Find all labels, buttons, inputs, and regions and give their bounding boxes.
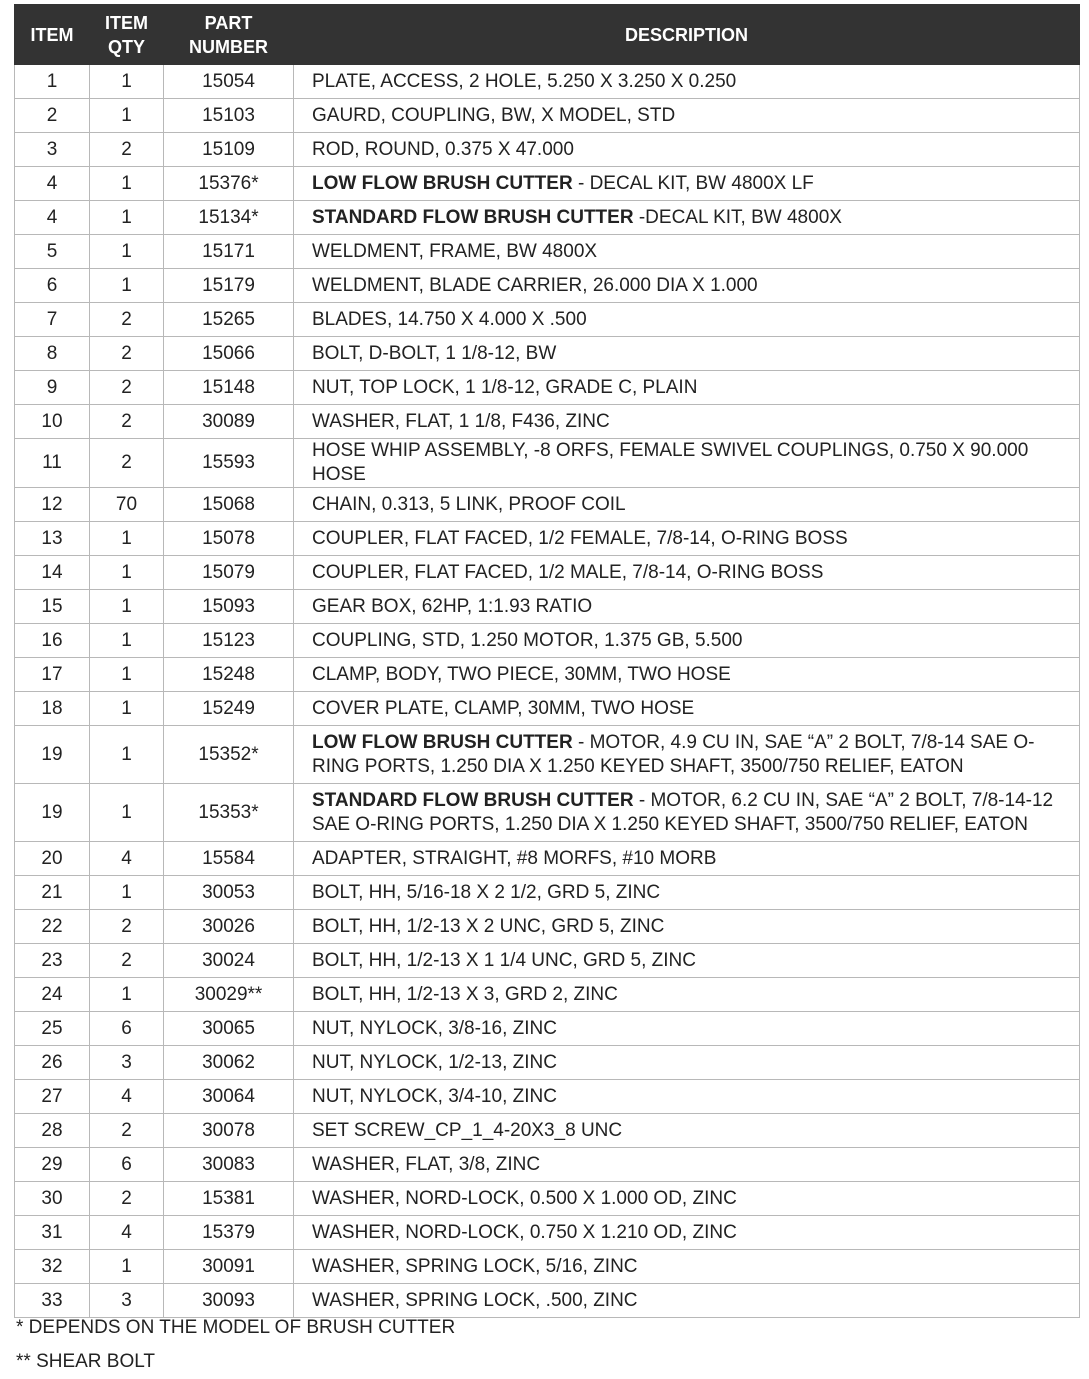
part-number-cell: 15179	[164, 269, 294, 303]
qty-cell: 2	[90, 910, 164, 944]
qty-cell: 3	[90, 1046, 164, 1080]
part-number-cell: 30064	[164, 1080, 294, 1114]
part-number-cell: 15352*	[164, 726, 294, 784]
table-row	[15, 876, 1080, 910]
part-number-cell: 30083	[164, 1148, 294, 1182]
parts-table	[14, 4, 1080, 1318]
part-number-cell: 15593	[164, 439, 294, 488]
table-row	[15, 1182, 1080, 1216]
item-cell: 29	[15, 1148, 90, 1182]
part-number-cell: 15379	[164, 1216, 294, 1250]
table-row	[15, 1012, 1080, 1046]
table-row	[15, 910, 1080, 944]
item-cell: 17	[15, 658, 90, 692]
qty-cell: 1	[90, 522, 164, 556]
description-cell	[294, 1148, 1080, 1182]
description-cell	[294, 784, 1080, 842]
description-cell	[294, 337, 1080, 371]
description-text: WELDMENT, BLADE CARRIER, 26.000 DIA X 1.000	[312, 274, 758, 296]
item-cell: 33	[15, 1284, 90, 1318]
description-cell	[294, 201, 1080, 235]
description-cell	[294, 842, 1080, 876]
qty-cell: 1	[90, 726, 164, 784]
qty-cell: 1	[90, 624, 164, 658]
qty-cell: 1	[90, 658, 164, 692]
description-text: CHAIN, 0.313, 5 LINK, PROOF COIL	[312, 493, 626, 515]
item-cell: 18	[15, 692, 90, 726]
part-number-cell: 30026	[164, 910, 294, 944]
footnotes	[16, 1311, 455, 1379]
part-number-cell: 30093	[164, 1284, 294, 1318]
qty-cell: 1	[90, 1250, 164, 1284]
qty-cell: 2	[90, 1114, 164, 1148]
description-text: SET SCREW_CP_1_4-20X3_8 UNC	[312, 1119, 623, 1141]
description-cell	[294, 522, 1080, 556]
item-cell: 8	[15, 337, 90, 371]
item-cell: 32	[15, 1250, 90, 1284]
qty-cell: 4	[90, 1216, 164, 1250]
part-number-cell: 30024	[164, 944, 294, 978]
qty-cell: 1	[90, 556, 164, 590]
table-row	[15, 1080, 1080, 1114]
qty-cell: 3	[90, 1284, 164, 1318]
part-number-cell: 15066	[164, 337, 294, 371]
item-cell: 19	[15, 726, 90, 784]
description-cell	[294, 371, 1080, 405]
description-text: BOLT, HH, 1/2-13 X 2 UNC, GRD 5, ZINC	[312, 915, 665, 937]
description-text: GAURD, COUPLING, BW, X MODEL, STD	[312, 104, 676, 126]
description-cell	[294, 624, 1080, 658]
table-row	[15, 658, 1080, 692]
part-number-cell: 15134*	[164, 201, 294, 235]
qty-cell: 1	[90, 99, 164, 133]
qty-cell: 1	[90, 978, 164, 1012]
part-number-cell: 15353*	[164, 784, 294, 842]
description-text: HOSE WHIP ASSEMBLY, -8 ORFS, FEMALE SWIVEL COUPLINGS, 0.750 X 90.000 HOSE	[312, 440, 1029, 485]
item-cell: 21	[15, 876, 90, 910]
table-row	[15, 1148, 1080, 1182]
qty-cell: 1	[90, 876, 164, 910]
part-number-cell: 15109	[164, 133, 294, 167]
description-text: NUT, NYLOCK, 3/4-10, ZINC	[312, 1085, 557, 1107]
table-row	[15, 439, 1080, 488]
description-cell	[294, 405, 1080, 439]
item-cell: 19	[15, 784, 90, 842]
item-cell: 4	[15, 201, 90, 235]
qty-cell: 4	[90, 1080, 164, 1114]
header-part-number: PART NUMBER	[164, 5, 294, 65]
description-cell	[294, 133, 1080, 167]
table-body	[15, 65, 1080, 1318]
qty-cell: 1	[90, 784, 164, 842]
item-cell: 9	[15, 371, 90, 405]
footnote-double-asterisk: ** SHEAR BOLT	[16, 1351, 156, 1372]
description-text: PLATE, ACCESS, 2 HOLE, 5.250 X 3.250 X 0.250	[312, 70, 737, 92]
item-cell: 11	[15, 439, 90, 488]
table-row	[15, 978, 1080, 1012]
description-text: BOLT, HH, 5/16-18 X 2 1/2, GRD 5, ZINC	[312, 881, 661, 903]
description-cell	[294, 556, 1080, 590]
part-number-cell: 30065	[164, 1012, 294, 1046]
description-cell	[294, 1182, 1080, 1216]
table-row	[15, 522, 1080, 556]
qty-cell: 2	[90, 303, 164, 337]
description-cell	[294, 1046, 1080, 1080]
item-cell: 16	[15, 624, 90, 658]
description-text: - MOTOR, 4.9 CU IN, SAE “A” 2 BOLT, 7/8-14 SAE O-RING PORTS, 1.250 DIA X 1.250 KEYED SHAFT, 3500/750 RELIEF, EATON	[312, 731, 1035, 777]
item-cell: 10	[15, 405, 90, 439]
header-item: ITEM	[15, 5, 90, 65]
header-description: DESCRIPTION	[294, 5, 1080, 65]
description-cell	[294, 303, 1080, 337]
description-cell	[294, 726, 1080, 784]
description-text: GEAR BOX, 62HP, 1:1.93 RATIO	[312, 595, 593, 617]
part-number-cell: 15054	[164, 65, 294, 99]
description-cell	[294, 65, 1080, 99]
item-cell: 2	[15, 99, 90, 133]
qty-cell: 2	[90, 944, 164, 978]
table-row	[15, 269, 1080, 303]
item-cell: 26	[15, 1046, 90, 1080]
item-cell: 31	[15, 1216, 90, 1250]
table-row	[15, 1250, 1080, 1284]
description-cell	[294, 1080, 1080, 1114]
qty-cell: 2	[90, 133, 164, 167]
table-row	[15, 201, 1080, 235]
table-row	[15, 303, 1080, 337]
item-cell: 5	[15, 235, 90, 269]
qty-cell: 6	[90, 1012, 164, 1046]
description-text: - MOTOR, 6.2 CU IN, SAE “A” 2 BOLT, 7/8-14-12 SAE O-RING PORTS, 1.250 DIA X 1.250 KEYED SHAFT, 3500/750 RELIEF, EATON	[312, 789, 1054, 835]
table-row	[15, 167, 1080, 201]
qty-cell: 1	[90, 201, 164, 235]
part-number-cell: 30053	[164, 876, 294, 910]
part-number-cell: 15093	[164, 590, 294, 624]
description-cell	[294, 167, 1080, 201]
table-row	[15, 405, 1080, 439]
item-cell: 12	[15, 488, 90, 522]
description-cell	[294, 235, 1080, 269]
part-number-cell: 15079	[164, 556, 294, 590]
item-cell: 4	[15, 167, 90, 201]
header-item-qty: ITEM QTY	[90, 5, 164, 65]
qty-cell: 2	[90, 439, 164, 488]
description-text: NUT, TOP LOCK, 1 1/8-12, GRADE C, PLAIN	[312, 376, 698, 398]
description-cell	[294, 910, 1080, 944]
description-text: - DECAL KIT, BW 4800X LF	[572, 172, 814, 194]
qty-cell: 2	[90, 1182, 164, 1216]
part-number-cell: 15584	[164, 842, 294, 876]
qty-cell: 1	[90, 590, 164, 624]
table-row	[15, 726, 1080, 784]
description-text: -DECAL KIT, BW 4800X	[633, 206, 842, 228]
item-cell: 20	[15, 842, 90, 876]
qty-cell: 2	[90, 337, 164, 371]
item-cell: 7	[15, 303, 90, 337]
part-number-cell: 30062	[164, 1046, 294, 1080]
part-number-cell: 15078	[164, 522, 294, 556]
description-text: WASHER, FLAT, 3/8, ZINC	[312, 1153, 541, 1175]
table-row	[15, 65, 1080, 99]
table-row	[15, 556, 1080, 590]
table-header	[15, 5, 1080, 65]
item-cell: 25	[15, 1012, 90, 1046]
part-number-cell: 15123	[164, 624, 294, 658]
part-number-cell: 15381	[164, 1182, 294, 1216]
item-cell: 13	[15, 522, 90, 556]
table-row	[15, 692, 1080, 726]
description-text: ROD, ROUND, 0.375 X 47.000	[312, 138, 574, 160]
description-text: COUPLER, FLAT FACED, 1/2 MALE, 7/8-14, O-RING BOSS	[312, 561, 824, 583]
item-cell: 6	[15, 269, 90, 303]
item-cell: 15	[15, 590, 90, 624]
description-text: BLADES, 14.750 X 4.000 X .500	[312, 308, 587, 330]
table-row	[15, 1046, 1080, 1080]
item-cell: 23	[15, 944, 90, 978]
description-text: COUPLER, FLAT FACED, 1/2 FEMALE, 7/8-14, O-RING BOSS	[312, 527, 848, 549]
parts-list	[14, 4, 1079, 1372]
description-text: COUPLING, STD, 1.250 MOTOR, 1.375 GB, 5.500	[312, 629, 743, 651]
table-row	[15, 133, 1080, 167]
qty-cell: 1	[90, 167, 164, 201]
description-cell	[294, 658, 1080, 692]
qty-cell: 1	[90, 269, 164, 303]
description-text: COVER PLATE, CLAMP, 30MM, TWO HOSE	[312, 697, 695, 719]
part-number-cell: 15068	[164, 488, 294, 522]
table-row	[15, 1114, 1080, 1148]
description-cell	[294, 978, 1080, 1012]
description-cell	[294, 590, 1080, 624]
description-text: WASHER, NORD-LOCK, 0.500 X 1.000 OD, ZINC	[312, 1187, 737, 1209]
qty-cell: 4	[90, 842, 164, 876]
table-row	[15, 590, 1080, 624]
description-text: NUT, NYLOCK, 3/8-16, ZINC	[312, 1017, 557, 1039]
model-label: LOW FLOW BRUSH CUTTER	[312, 172, 573, 194]
part-number-cell: 15249	[164, 692, 294, 726]
description-cell	[294, 876, 1080, 910]
part-number-cell: 30091	[164, 1250, 294, 1284]
table-row	[15, 371, 1080, 405]
part-number-cell: 15265	[164, 303, 294, 337]
table-row	[15, 842, 1080, 876]
qty-cell: 2	[90, 371, 164, 405]
model-label: STANDARD FLOW BRUSH CUTTER	[312, 206, 634, 228]
item-cell: 1	[15, 65, 90, 99]
description-text: NUT, NYLOCK, 1/2-13, ZINC	[312, 1051, 557, 1073]
description-text: WASHER, SPRING LOCK, .500, ZINC	[312, 1289, 638, 1311]
part-number-cell: 30078	[164, 1114, 294, 1148]
table-row	[15, 488, 1080, 522]
part-number-cell: 30029**	[164, 978, 294, 1012]
item-cell: 27	[15, 1080, 90, 1114]
qty-cell: 1	[90, 692, 164, 726]
description-cell	[294, 1012, 1080, 1046]
description-text: BOLT, D-BOLT, 1 1/8-12, BW	[312, 342, 557, 364]
table-row	[15, 337, 1080, 371]
description-text: WASHER, FLAT, 1 1/8, F436, ZINC	[312, 410, 610, 432]
qty-cell: 1	[90, 65, 164, 99]
part-number-cell: 15171	[164, 235, 294, 269]
qty-cell: 70	[90, 488, 164, 522]
description-text: BOLT, HH, 1/2-13 X 1 1/4 UNC, GRD 5, ZINC	[312, 949, 696, 971]
description-cell	[294, 944, 1080, 978]
part-number-cell: 15376*	[164, 167, 294, 201]
description-cell	[294, 439, 1080, 488]
table-row	[15, 784, 1080, 842]
description-cell	[294, 99, 1080, 133]
description-cell	[294, 488, 1080, 522]
item-cell: 22	[15, 910, 90, 944]
description-text: WASHER, NORD-LOCK, 0.750 X 1.210 OD, ZINC	[312, 1221, 737, 1243]
table-row	[15, 1216, 1080, 1250]
qty-cell: 6	[90, 1148, 164, 1182]
part-number-cell: 15103	[164, 99, 294, 133]
description-cell	[294, 269, 1080, 303]
item-cell: 28	[15, 1114, 90, 1148]
description-text: BOLT, HH, 1/2-13 X 3, GRD 2, ZINC	[312, 983, 618, 1005]
table-row	[15, 99, 1080, 133]
description-cell	[294, 1114, 1080, 1148]
part-number-cell: 15248	[164, 658, 294, 692]
description-cell	[294, 1216, 1080, 1250]
description-text: WASHER, SPRING LOCK, 5/16, ZINC	[312, 1255, 638, 1277]
description-cell	[294, 1250, 1080, 1284]
part-number-cell: 30089	[164, 405, 294, 439]
item-cell: 3	[15, 133, 90, 167]
qty-cell: 2	[90, 405, 164, 439]
table-row	[15, 624, 1080, 658]
model-label: LOW FLOW BRUSH CUTTER	[312, 731, 573, 753]
model-label: STANDARD FLOW BRUSH CUTTER	[312, 789, 634, 811]
description-cell	[294, 692, 1080, 726]
item-cell: 24	[15, 978, 90, 1012]
footnote-single-asterisk: * DEPENDS ON THE MODEL OF BRUSH CUTTER	[16, 1317, 456, 1338]
item-cell: 30	[15, 1182, 90, 1216]
description-text: ADAPTER, STRAIGHT, #8 MORFS, #10 MORB	[312, 847, 717, 869]
qty-cell: 1	[90, 235, 164, 269]
description-text: WELDMENT, FRAME, BW 4800X	[312, 240, 598, 262]
description-text: CLAMP, BODY, TWO PIECE, 30MM, TWO HOSE	[312, 663, 731, 685]
item-cell: 14	[15, 556, 90, 590]
table-row	[15, 944, 1080, 978]
table-row	[15, 235, 1080, 269]
part-number-cell: 15148	[164, 371, 294, 405]
